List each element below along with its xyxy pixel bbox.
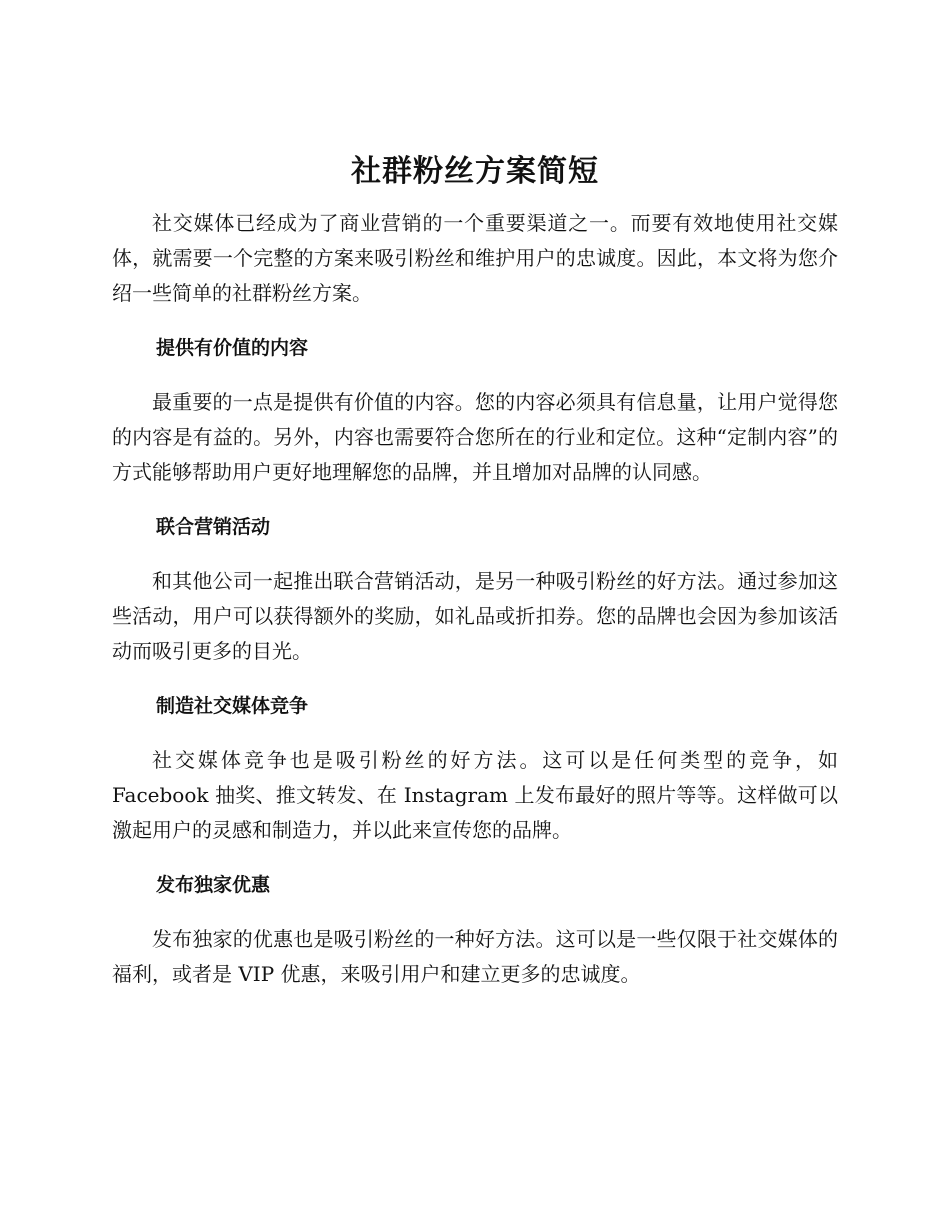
section-body-valuable-content: 最重要的一点是提供有价值的内容。您的内容必须具有信息量，让用户觉得您的内容是有益的。另外，内容也需要符合您所在的行业和定位。这种“定制内容”的方式能够帮助用户更好地理解您的品牌，并且增加对品牌的认同感。 — [112, 390, 838, 484]
section-body-joint-marketing: 和其他公司一起推出联合营销活动，是另一种吸引粉丝的好方法。通过参加这些活动，用户可以获得额外的奖励，如礼品或折扣券。您的品牌也会因为参加该活动而吸引更多的目光。 — [112, 569, 838, 663]
section-heading-joint-marketing: 联合营销活动 — [156, 516, 271, 538]
section-heading-valuable-content: 提供有价值的内容 — [156, 337, 309, 359]
intro-paragraph: 社交媒体已经成为了商业营销的一个重要渠道之一。而要有效地使用社交媒体，就需要一个完整的方案来吸引粉丝和维护用户的忠诚度。因此，本文将为您介绍一些简单的社群粉丝方案。 — [112, 211, 838, 305]
document-title: 社群粉丝方案简短 — [351, 154, 599, 189]
section-body-social-contest: 社交媒体竞争也是吸引粉丝的好方法。这可以是任何类型的竞争，如 Facebook 抽奖、推文转发、在 Instagram 上发布最好的照片等等。这样做可以激起用户的灵感和制造力，并以此来宣传您的品牌。 — [112, 748, 838, 842]
section-heading-social-contest: 制造社交媒体竞争 — [156, 695, 309, 717]
section-body-exclusive-offers: 发布独家的优惠也是吸引粉丝的一种好方法。这可以是一些仅限于社交媒体的福利，或者是 VIP 优惠，来吸引用户和建立更多的忠诚度。 — [112, 927, 838, 986]
section-heading-exclusive-offers: 发布独家优惠 — [156, 874, 271, 896]
document-body — [112, 150, 838, 992]
